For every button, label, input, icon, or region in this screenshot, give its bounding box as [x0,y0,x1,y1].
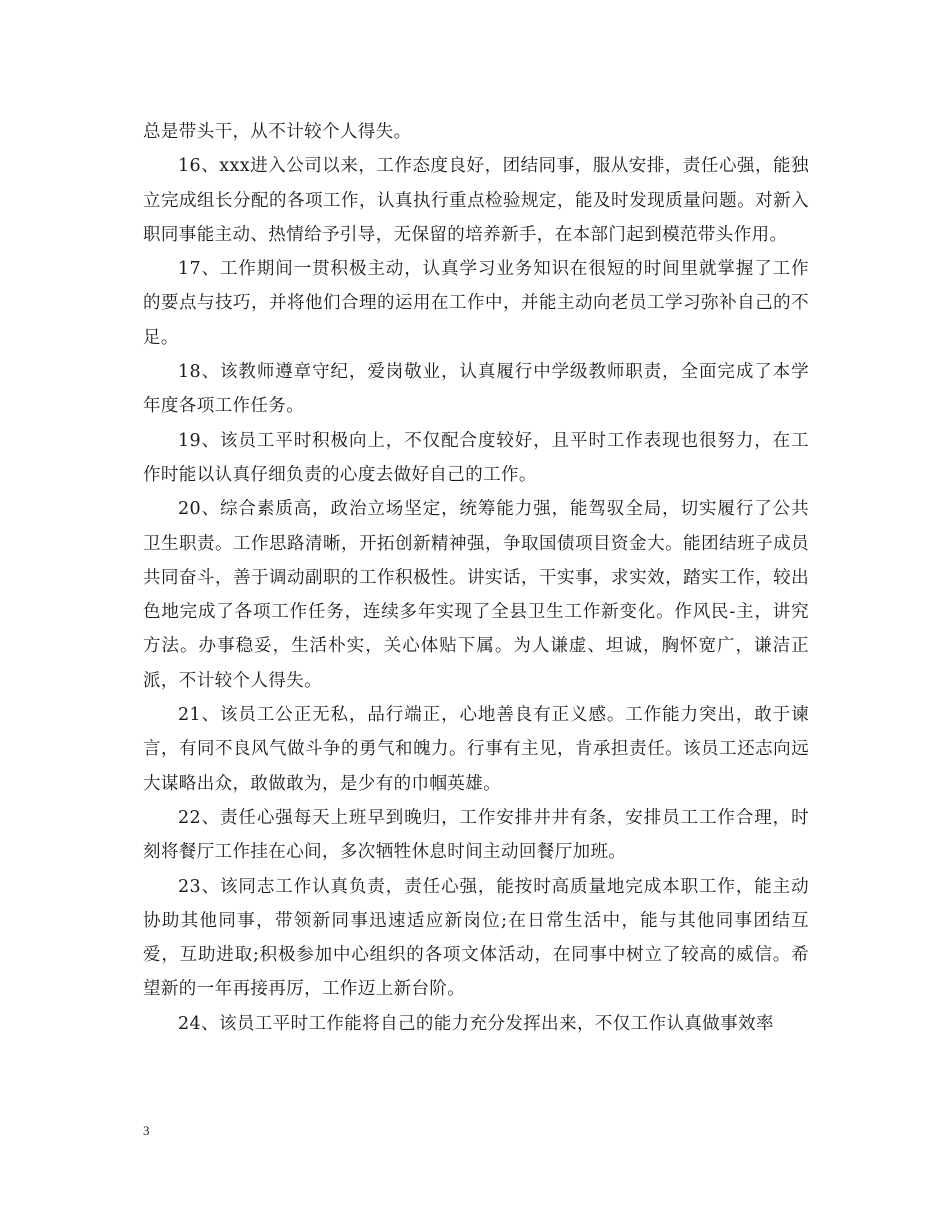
paragraph-item-19: 19、该员工平时积极向上，不仅配合度较好，且平时工作表现也很努力，在工作时能以认真仔细负责的心度去做好自己的工作。 [143,430,809,485]
paragraph-item-16: 16、xxx进入公司以来，工作态度良好，团结同事，服从安排，责任心强，能独立完成组长分配的各项工作，认真执行重点检验规定，能及时发现质量问题。对新入职同事能主动、热情给予引导，无保留的培养新手，在本部门起到模范带头作用。 [143,156,809,245]
paragraph-item-20: 20、综合素质高，政治立场坚定，统筹能力强，能驾驭全局，切实履行了公共卫生职责。工作思路清晰，开拓创新精神强，争取国债项目资金大。能团结班子成员共同奋斗，善于调动副职的工作积极性。讲实话，干实事，求实效，踏实工作，较出色地完成了各项工作任务，连续多年实现了全县卫生工作新变化。作风民-主，讲究方法。办事稳妥，生活朴实，关心体贴下属。为人谦虚、坦诚，胸怀宽广，谦洁正派，不计较个人得失。 [143,499,809,691]
paragraph-item-24: 24、该员工平时工作能将自己的能力充分发挥出来，不仅工作认真做事效率 [178,1013,774,1034]
paragraph-item-18: 18、该教师遵章守纪，爱岗敬业，认真履行中学级教师职责，全面完成了本学年度各项工作任务。 [143,362,809,417]
page-number: 3 [143,1123,150,1138]
paragraph-item-22: 22、责任心强每天上班早到晚归，工作安排井井有条，安排员工工作合理，时刻将餐厅工作挂在心间，多次牺牲休息时间主动回餐厅加班。 [143,807,809,863]
document-body [143,115,809,1041]
paragraph-item-21: 21、该员工公正无私，品行端正，心地善良有正义感。工作能力突出，敢于谏言，有同不良风气做斗争的勇气和魄力。行事有主见，肯承担责任。该员工还志向远大谋略出众，敢做敢为，是少有的巾帼英雄。 [143,705,809,794]
paragraph-item-17: 17、工作期间一贯积极主动，认真学习业务知识在很短的时间里就掌握了工作的要点与技巧，并将他们合理的运用在工作中，并能主动向老员工学习弥补自己的不足。 [143,259,809,348]
paragraph-continuation: 总是带头干，从不计较个人得失。 [143,122,412,142]
paragraph-item-23: 23、该同志工作认真负责，责任心强，能按时高质量地完成本职工作，能主动协助其他同事，带领新同事迅速适应新岗位;在日常生活中，能与其他同事团结互爱，互助进取;积极参加中心组织的各项文体活动，在同事中树立了较高的威信。希望新的一年再接再厉，工作迈上新台阶。 [143,876,809,1000]
